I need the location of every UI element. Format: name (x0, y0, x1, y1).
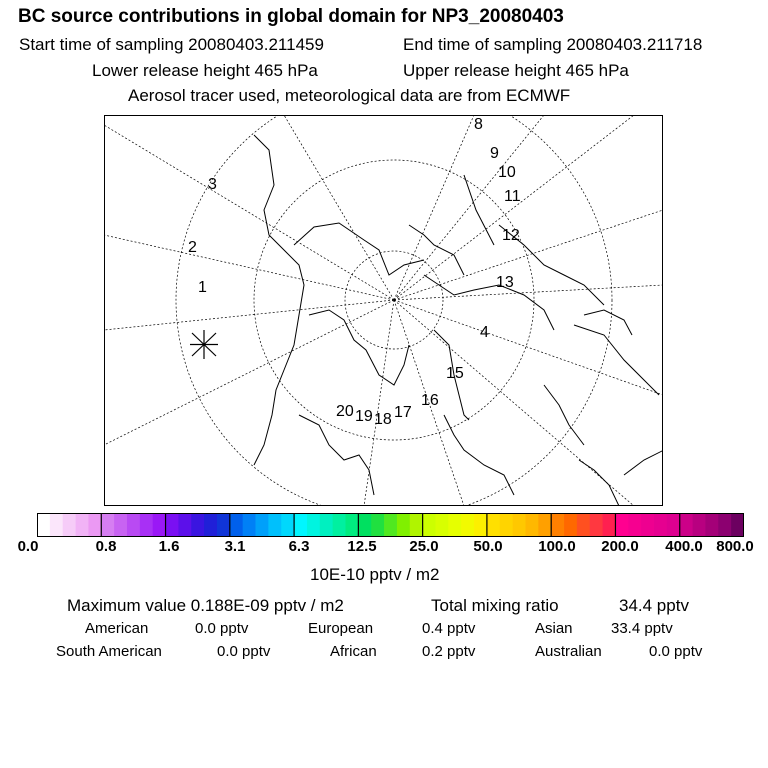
colorbar-tick: 12.5 (347, 538, 377, 555)
track-label: 15 (446, 365, 464, 382)
colorbar-tick: 0.0 (17, 538, 39, 555)
colorbar-cell (127, 513, 140, 537)
total-mixing-value: 34.4 pptv (619, 596, 689, 615)
map-frame (105, 116, 663, 506)
region-value: 33.4 pptv (611, 620, 673, 637)
colorbar-cell (680, 513, 693, 537)
colorbar-cell (63, 513, 76, 537)
colorbar-cell (513, 513, 526, 537)
colorbar-cell (538, 513, 551, 537)
colorbar-unit: 10E-10 pptv / m2 (310, 565, 440, 584)
track-label: 2 (188, 239, 197, 256)
colorbar-cell (410, 513, 423, 537)
region-name: African (330, 643, 377, 660)
track-label: 1 (198, 279, 207, 296)
colorbar-cell (320, 513, 333, 537)
colorbar-cell (153, 513, 166, 537)
colorbar-cell (217, 513, 230, 537)
colorbar-cell (461, 513, 474, 537)
colorbar-cell (268, 513, 281, 537)
colorbar-cell (256, 513, 269, 537)
total-mixing-label: Total mixing ratio (431, 596, 559, 615)
colorbar-cell (384, 513, 397, 537)
lower-release-height: Lower release height 465 hPa (92, 61, 318, 80)
colorbar-cell (166, 513, 179, 537)
colorbar-cell (705, 513, 718, 537)
colorbar-cell (346, 513, 359, 537)
upper-release-height: Upper release height 465 hPa (403, 61, 629, 80)
tracer-note: Aerosol tracer used, meteorological data are from ECMWF (128, 86, 571, 105)
colorbar-tick: 25.0 (409, 538, 439, 555)
colorbar-cell (371, 513, 384, 537)
track-label: 9 (490, 145, 499, 162)
colorbar-tick: 100.0 (538, 538, 576, 555)
colorbar-cell (693, 513, 706, 537)
release-marker (190, 330, 218, 359)
colorbar-cell (474, 513, 487, 537)
colorbar-cell (358, 513, 371, 537)
region-name: European (308, 620, 374, 637)
colorbar-tick: 0.8 (95, 538, 117, 555)
colorbar-tick: 800.0 (716, 538, 754, 555)
colorbar-tick: 3.1 (224, 538, 246, 555)
colorbar-tick: 50.0 (473, 538, 503, 555)
colorbar-cell (718, 513, 731, 537)
region-value: 0.2 pptv (422, 643, 476, 660)
colorbar-cell (423, 513, 436, 537)
colorbar-tick: 1.6 (158, 538, 180, 555)
colorbar-cell (448, 513, 461, 537)
colorbar-cell (140, 513, 153, 537)
plot-title: BC source contributions in global domain for NP3_20080403 (18, 6, 564, 27)
track-label: 20 (336, 403, 354, 420)
colorbar (37, 513, 744, 537)
colorbar-cell (243, 513, 256, 537)
track-label: 10 (498, 164, 516, 181)
region-name: Australian (535, 643, 602, 660)
maximum-value: Maximum value 0.188E-09 pptv / m2 (67, 596, 344, 615)
colorbar-cell (397, 513, 410, 537)
colorbar-cell (577, 513, 590, 537)
track-label: 8 (474, 116, 483, 133)
colorbar-cell (307, 513, 320, 537)
colorbar-cell (667, 513, 680, 537)
colorbar-tick: 6.3 (288, 538, 310, 555)
colorbar-cell (88, 513, 101, 537)
colorbar-cell (500, 513, 513, 537)
region-value: 0.4 pptv (422, 620, 476, 637)
colorbar-cell (76, 513, 89, 537)
track-label: 19 (355, 408, 373, 425)
colorbar-cell (204, 513, 217, 537)
colorbar-cell (191, 513, 204, 537)
colorbar-cell (114, 513, 127, 537)
colorbar-cells (37, 513, 744, 537)
region-value: 0.0 pptv (195, 620, 249, 637)
region-value: 0.0 pptv (649, 643, 703, 660)
track-label: 3 (208, 176, 217, 193)
track-label: 16 (421, 392, 439, 409)
colorbar-cell (525, 513, 538, 537)
track-label: 13 (496, 274, 514, 291)
colorbar-cell (37, 513, 50, 537)
colorbar-cell (654, 513, 667, 537)
polar-map (104, 115, 663, 506)
region-value: 0.0 pptv (217, 643, 271, 660)
colorbar-cell (333, 513, 346, 537)
track-label: 4 (480, 324, 489, 341)
region-name: Asian (535, 620, 573, 637)
colorbar-cell (564, 513, 577, 537)
colorbar-cell (230, 513, 243, 537)
colorbar-cell (731, 513, 744, 537)
colorbar-cell (615, 513, 628, 537)
track-label: 17 (394, 404, 412, 421)
colorbar-cell (603, 513, 616, 537)
track-label: 18 (374, 411, 392, 428)
colorbar-cell (101, 513, 114, 537)
colorbar-cell (551, 513, 564, 537)
colorbar-cell (590, 513, 603, 537)
end-time: End time of sampling 20080403.211718 (403, 35, 703, 54)
colorbar-cell (178, 513, 191, 537)
colorbar-tick: 200.0 (601, 538, 639, 555)
region-name: South American (56, 643, 162, 660)
start-time: Start time of sampling 20080403.211459 (19, 35, 324, 54)
colorbar-tick: 400.0 (665, 538, 703, 555)
colorbar-cell (435, 513, 448, 537)
region-name: American (85, 620, 149, 637)
colorbar-cell (641, 513, 654, 537)
colorbar-cell (50, 513, 63, 537)
colorbar-cell (487, 513, 500, 537)
colorbar-cell (281, 513, 294, 537)
track-label: 11 (504, 188, 521, 205)
track-label: 12 (502, 227, 520, 244)
colorbar-cell (628, 513, 641, 537)
colorbar-cell (294, 513, 307, 537)
